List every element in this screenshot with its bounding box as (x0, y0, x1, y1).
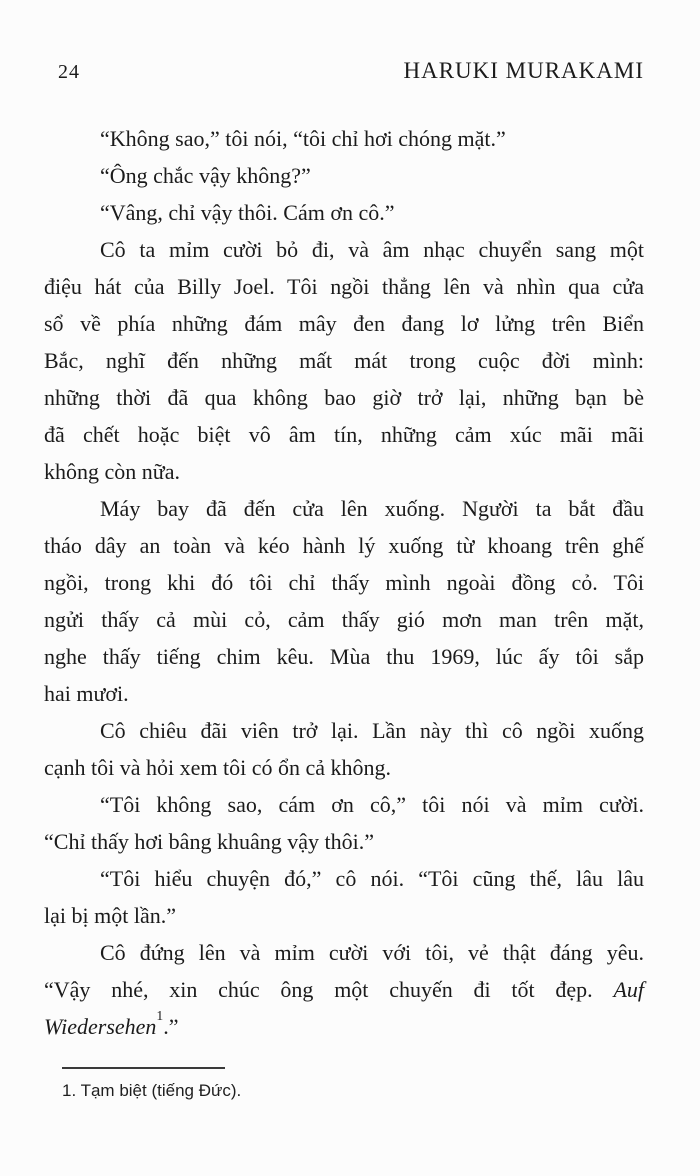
text-segment: Bắc, nghĩ đến những mất mát trong cuộc đời mình: (44, 348, 644, 373)
text-line (44, 638, 644, 675)
text-line (44, 305, 644, 342)
page-number: 24 (58, 61, 80, 83)
text-segment: lại bị một lần.” (44, 903, 176, 928)
text-line (44, 120, 644, 157)
italic-text: Auf (613, 977, 644, 1002)
text-segment: “Ông chắc vậy không?” (100, 163, 311, 188)
text-segment: sổ về phía những đám mây đen đang lơ lửng trên Biển (44, 311, 644, 336)
footnote-block (62, 1067, 644, 1101)
text-line (44, 971, 644, 1008)
text-segment: cạnh tôi và hỏi xem tôi có ổn cả không. (44, 755, 392, 780)
text-segment: nghe thấy tiếng chim kêu. Mùa thu 1969, lúc ấy tôi sắp (44, 644, 644, 669)
text-line (44, 749, 644, 786)
text-segment: “Tôi hiểu chuyện đó,” cô nói. “Tôi cũng thế, lâu lâu (100, 866, 644, 891)
text-segment: Máy bay đã đến cửa lên xuống. Người ta bắt đầu (100, 496, 644, 521)
text-line (44, 712, 644, 749)
text-line (44, 823, 644, 860)
text-segment: đã chết hoặc biệt vô âm tín, những cảm xúc mãi mãi (44, 422, 644, 447)
text-line (44, 231, 644, 268)
text-line (44, 490, 644, 527)
text-line (44, 268, 644, 305)
text-segment: Cô chiêu đãi viên trở lại. Lần này thì cô ngồi xuống (100, 718, 644, 743)
footnote-reference-marker: 1 (156, 1007, 164, 1023)
text-line (44, 564, 644, 601)
text-line (44, 860, 644, 897)
italic-text: Wiedersehen (44, 1014, 157, 1039)
text-segment: hai mươi. (44, 681, 129, 706)
text-line (44, 342, 644, 379)
text-line (44, 453, 644, 490)
text-segment: “Không sao,” tôi nói, “tôi chỉ hơi chóng mặt.” (100, 126, 506, 151)
footnote-rule (62, 1067, 225, 1069)
text-line (44, 897, 644, 934)
text-line (44, 601, 644, 638)
text-line (44, 157, 644, 194)
text-line (44, 416, 644, 453)
text-segment: ngồi, trong khi đó tôi chỉ thấy mình ngoài đồng cỏ. Tôi (44, 570, 644, 595)
text-segment: tháo dây an toàn và kéo hành lý xuống từ khoang trên ghế (44, 533, 644, 558)
text-segment: không còn nữa. (44, 459, 180, 484)
text-segment: ngửi thấy cả mùi cỏ, cảm thấy gió mơn man trên mặt, (44, 607, 644, 632)
page-header (44, 58, 644, 84)
text-line (44, 934, 644, 971)
body-text (44, 120, 644, 1045)
footnote-text: 1. Tạm biệt (tiếng Đức). (62, 1081, 242, 1100)
text-line (44, 379, 644, 416)
text-line (44, 786, 644, 823)
text-segment: “Vâng, chỉ vậy thôi. Cám ơn cô.” (100, 200, 395, 225)
text-line (44, 194, 644, 231)
text-segment: Cô đứng lên và mỉm cười với tôi, vẻ thật đáng yêu. (100, 940, 644, 965)
text-segment: điệu hát của Billy Joel. Tôi ngồi thẳng lên và nhìn qua cửa (44, 274, 644, 299)
text-segment: “Chỉ thấy hơi bâng khuâng vậy thôi.” (44, 829, 374, 854)
text-line (44, 527, 644, 564)
text-segment: “Tôi không sao, cám ơn cô,” tôi nói và mỉm cười. (100, 792, 644, 817)
text-segment: Cô ta mỉm cười bỏ đi, và âm nhạc chuyển sang một (100, 237, 644, 262)
text-segment: .” (163, 1014, 179, 1039)
text-line (44, 675, 644, 712)
text-segment: những thời đã qua không bao giờ trở lại, những bạn bè (44, 385, 644, 410)
text-line (44, 1008, 644, 1045)
text-segment: “Vậy nhé, xin chúc ông một chuyến đi tốt đẹp. (44, 977, 614, 1002)
running-header-author: HARUKI MURAKAMI (403, 58, 644, 83)
